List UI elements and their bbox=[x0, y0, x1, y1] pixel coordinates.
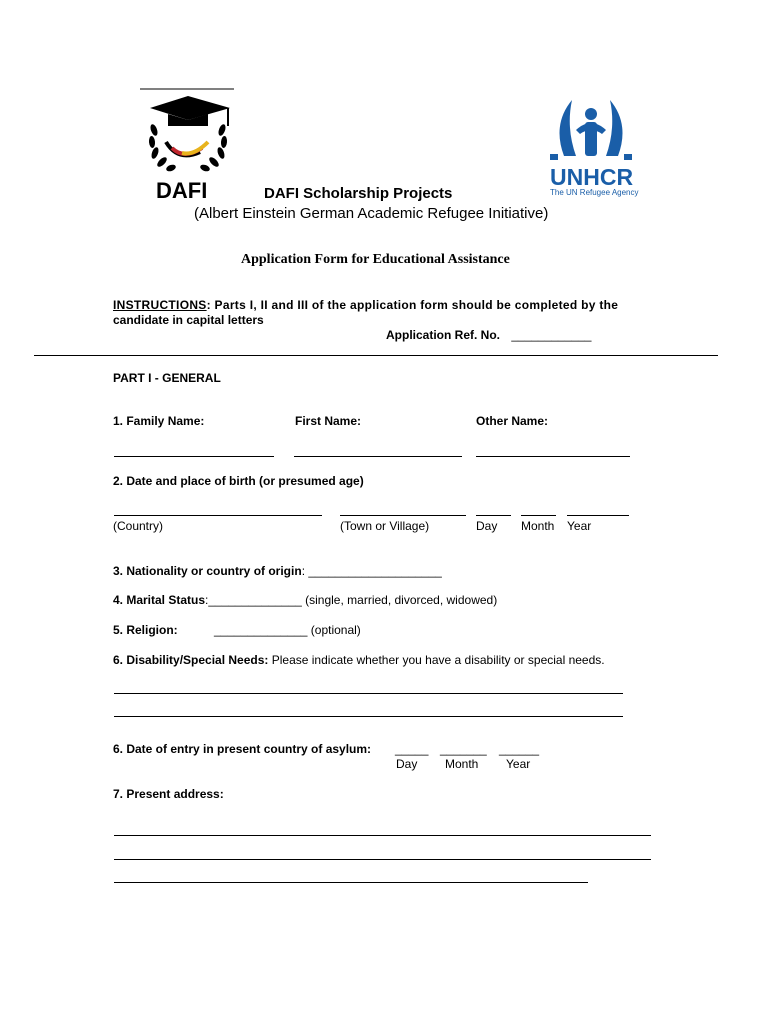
form-title: Application Form for Educational Assistance bbox=[241, 252, 510, 267]
disability-field-line-1[interactable] bbox=[114, 693, 623, 694]
disability-field-line-2[interactable] bbox=[114, 716, 623, 717]
first-name-label: First Name: bbox=[295, 414, 362, 428]
unhcr-logo-text: UNHCR bbox=[550, 164, 634, 190]
dafi-logo bbox=[138, 86, 238, 206]
unhcr-emblem-icon bbox=[546, 94, 636, 166]
application-ref bbox=[386, 328, 591, 342]
dafi-logo-text: DAFI bbox=[156, 178, 208, 203]
application-ref-label: Application Ref. No. bbox=[386, 328, 500, 342]
marital-row bbox=[113, 593, 497, 607]
disability-text: Please indicate whether you have a disability or special needs. bbox=[268, 653, 605, 667]
unhcr-logo bbox=[546, 94, 639, 204]
dob-label: 2. Date and place of birth (or presumed age) bbox=[113, 474, 364, 488]
address-field-line-3[interactable] bbox=[114, 882, 588, 883]
religion-field[interactable]: ______________ (optional) bbox=[214, 623, 361, 637]
section-divider bbox=[34, 355, 718, 356]
birth-year-field[interactable] bbox=[567, 515, 629, 516]
birth-country-field[interactable] bbox=[114, 515, 322, 516]
nationality-field[interactable]: : ____________________ bbox=[301, 564, 442, 578]
document-title: DAFI Scholarship Projects bbox=[264, 185, 453, 202]
unhcr-tagline: The UN Refugee Agency bbox=[550, 188, 639, 197]
instructions-label: INSTRUCTIONS bbox=[113, 298, 207, 312]
religion-label: 5. Religion: bbox=[113, 623, 178, 637]
country-caption: (Country) bbox=[113, 519, 164, 533]
document-subtitle: (Albert Einstein German Academic Refugee Initiative) bbox=[194, 205, 549, 222]
disability-label: 6. Disability/Special Needs: bbox=[113, 653, 269, 667]
marital-field[interactable]: :______________ (single, married, divorced, widowed) bbox=[205, 593, 498, 607]
instructions-text-1: : Parts I, II and III of the application form should be completed by the bbox=[206, 298, 619, 312]
application-ref-field[interactable]: ____________ bbox=[511, 328, 592, 342]
birth-town-field[interactable] bbox=[340, 515, 466, 516]
instructions-line-2: candidate in capital letters bbox=[113, 313, 264, 327]
part1-heading: PART I - GENERAL bbox=[113, 371, 221, 385]
address-field-line-2[interactable] bbox=[114, 859, 651, 860]
nationality-row bbox=[113, 564, 442, 578]
address-label: 7. Present address: bbox=[113, 787, 224, 801]
dafi-emblem-icon bbox=[138, 86, 238, 178]
entry-label: 6. Date of entry in present country of asylum: bbox=[113, 742, 372, 756]
first-name-field[interactable] bbox=[294, 456, 462, 457]
year-caption: Year bbox=[567, 519, 592, 533]
other-name-label: Other Name: bbox=[476, 414, 549, 428]
instructions-line-1 bbox=[113, 298, 618, 312]
other-name-field[interactable] bbox=[476, 456, 630, 457]
entry-month-field[interactable]: _______ bbox=[440, 742, 487, 756]
entry-day-caption: Day bbox=[396, 757, 418, 771]
address-field-line-1[interactable] bbox=[114, 835, 651, 836]
marital-label: 4. Marital Status bbox=[113, 593, 206, 607]
day-caption: Day bbox=[476, 519, 498, 533]
month-caption: Month bbox=[521, 519, 555, 533]
entry-year-caption: Year bbox=[506, 757, 531, 771]
family-name-field[interactable] bbox=[114, 456, 274, 457]
nationality-label: 3. Nationality or country of origin bbox=[113, 564, 302, 578]
family-name-label: 1. Family Name: bbox=[113, 414, 205, 428]
entry-month-caption: Month bbox=[445, 757, 479, 771]
entry-year-field[interactable]: ______ bbox=[499, 742, 540, 756]
birth-day-field[interactable] bbox=[476, 515, 511, 516]
entry-day-field[interactable]: _____ bbox=[395, 742, 429, 756]
disability-row bbox=[113, 653, 605, 667]
birth-month-field[interactable] bbox=[521, 515, 556, 516]
town-caption: (Town or Village) bbox=[340, 519, 430, 533]
